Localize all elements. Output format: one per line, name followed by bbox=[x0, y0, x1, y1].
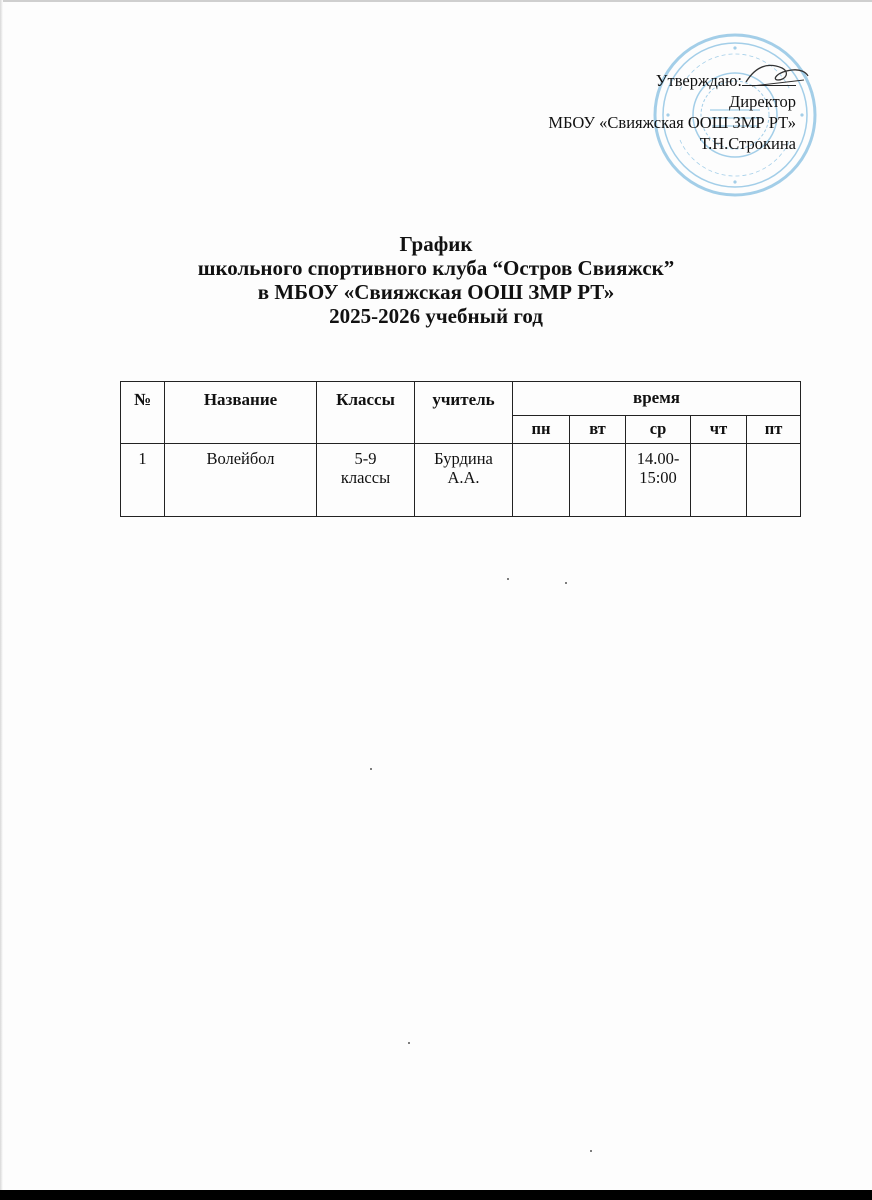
schedule-table bbox=[120, 381, 801, 517]
title-line-3: в МБОУ «Свияжская ООШ ЗМР РТ» bbox=[257, 280, 615, 304]
scan-edge-top bbox=[0, 0, 872, 2]
cell-teacher bbox=[415, 444, 513, 517]
organization-name: МБОУ «Свияжская ООШ ЗМР РТ» bbox=[548, 113, 796, 132]
table-row bbox=[121, 444, 801, 517]
header-day-mon: пн bbox=[513, 416, 570, 444]
header-day-tue: вт bbox=[570, 416, 626, 444]
header-name: Название bbox=[165, 382, 317, 444]
scan-speck bbox=[565, 582, 567, 584]
title-line-2: школьного спортивного клуба “Остров Свияжск” bbox=[197, 256, 675, 280]
header-classes: Классы bbox=[317, 382, 415, 444]
approval-block bbox=[548, 70, 796, 154]
cell-thu bbox=[691, 444, 747, 517]
cell-wed bbox=[626, 444, 691, 517]
header-day-thu: чт bbox=[691, 416, 747, 444]
scan-speck bbox=[507, 578, 509, 580]
cell-mon bbox=[513, 444, 570, 517]
cell-number: 1 bbox=[121, 444, 165, 517]
header-time: время bbox=[513, 382, 801, 416]
director-position: Директор bbox=[729, 92, 796, 111]
cell-name: Волейбол bbox=[165, 444, 317, 517]
scan-speck bbox=[370, 768, 372, 770]
approval-line bbox=[548, 70, 796, 91]
header-teacher: учитель bbox=[415, 382, 513, 444]
scan-speck bbox=[408, 1042, 410, 1044]
header-number: № bbox=[121, 382, 165, 444]
scan-edge-left bbox=[0, 0, 3, 1200]
scan-speck bbox=[590, 1150, 592, 1152]
cell-teacher-line-1: Бурдина bbox=[434, 449, 493, 468]
signature-underline bbox=[742, 71, 796, 86]
cell-classes-line-1: 5-9 bbox=[354, 449, 377, 468]
cell-wed-line-2: 15:00 bbox=[639, 468, 677, 487]
cell-classes-line-2: классы bbox=[340, 468, 391, 487]
table-header-row bbox=[121, 382, 801, 416]
cell-tue bbox=[570, 444, 626, 517]
approve-label: Утверждаю: bbox=[655, 71, 742, 90]
title-line-4: 2025-2026 учебный год bbox=[329, 304, 543, 328]
cell-fri bbox=[747, 444, 801, 517]
cell-wed-line-1: 14.00- bbox=[636, 449, 680, 468]
document-title bbox=[0, 232, 872, 328]
cell-teacher-line-2: А.А. bbox=[447, 468, 480, 487]
cell-classes bbox=[317, 444, 415, 517]
header-day-wed: ср bbox=[626, 416, 691, 444]
title-line-1: График bbox=[399, 232, 473, 256]
director-name: Т.Н.Строкина bbox=[699, 134, 796, 153]
header-day-fri: пт bbox=[747, 416, 801, 444]
scan-edge-bottom bbox=[0, 1190, 872, 1200]
